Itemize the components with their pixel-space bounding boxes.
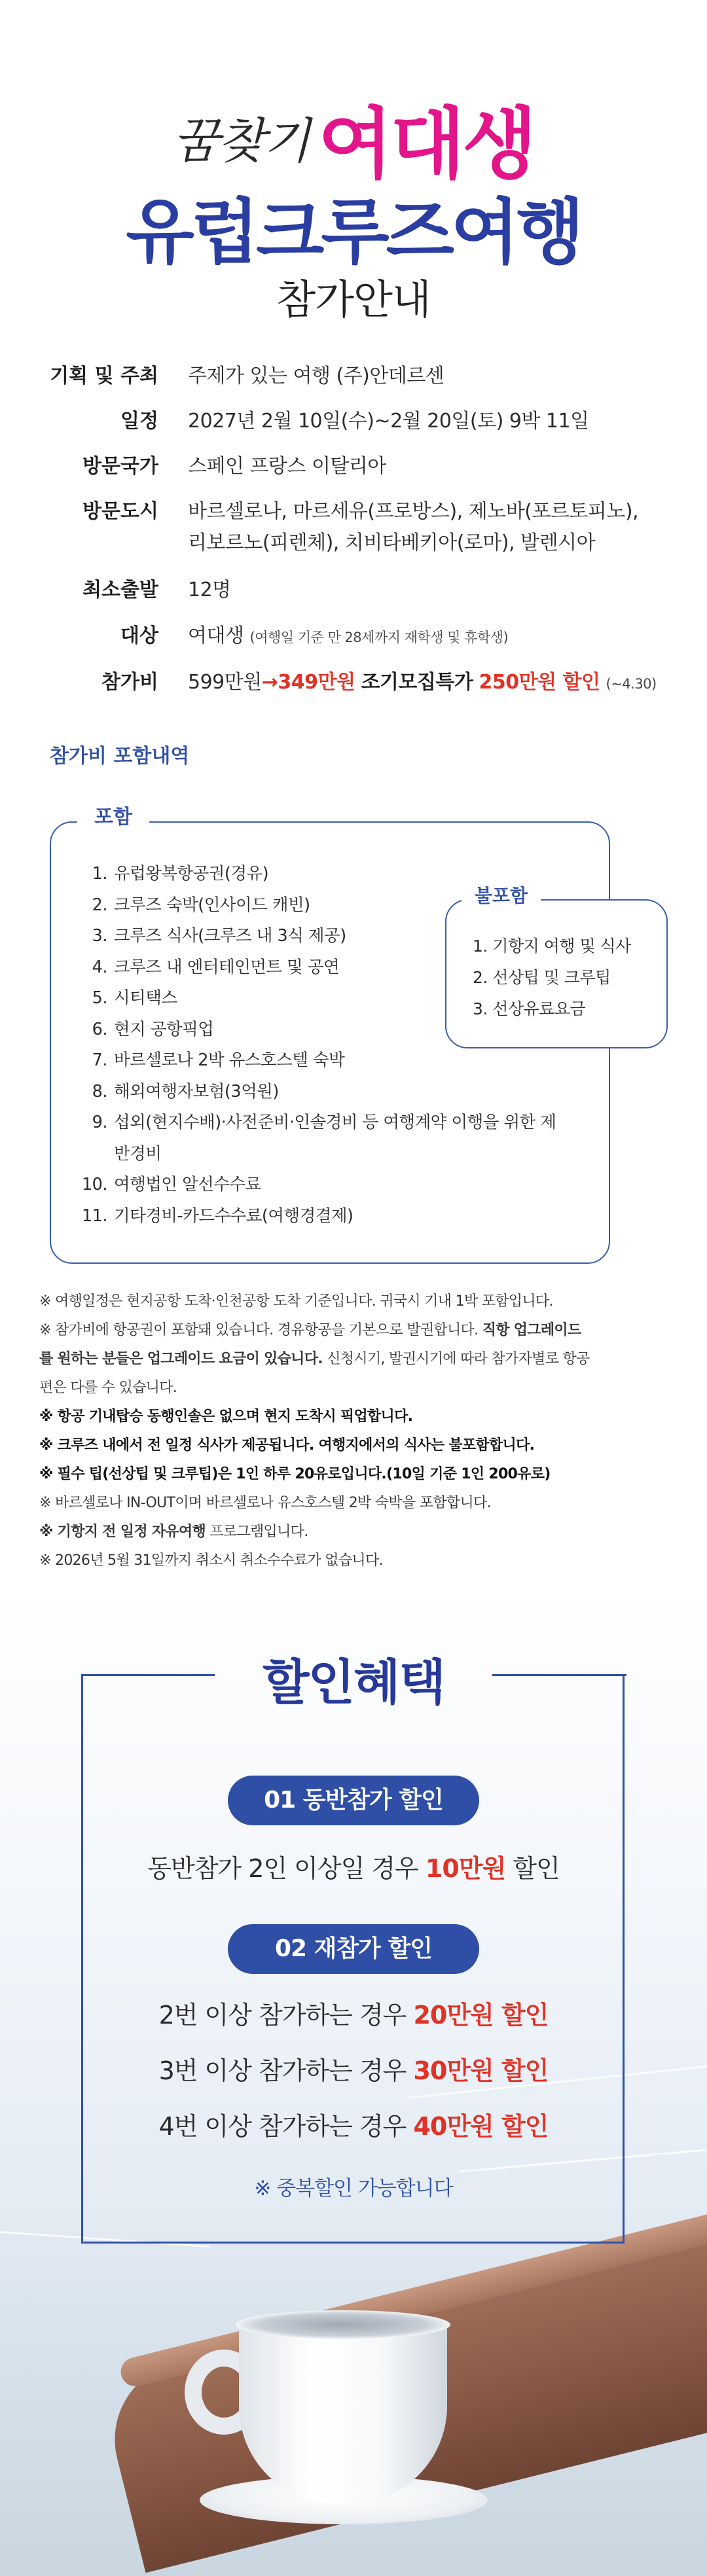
info-value: 스페인 프랑스 이탈리아 — [188, 455, 386, 478]
discount-amount: 40만원 할인 — [413, 2112, 549, 2141]
note-line: ※ 2026년 5월 31일까지 취소시 취소수수료가 없습니다. — [39, 1552, 383, 1569]
hero-subtitle: 참가안내 — [276, 276, 431, 323]
item-number: 9. — [92, 1113, 107, 1132]
discount-line-companion — [0, 1848, 707, 1884]
included-section-title: 참가비 포함내역 — [50, 745, 190, 768]
list-item — [69, 1045, 567, 1077]
info-label: 기획 및 주최 — [50, 365, 158, 387]
info-value — [188, 496, 685, 559]
discount-text: 4번 이상 참가하는 경우 — [158, 2112, 407, 2141]
item-text: 현지 공항픽업 — [114, 1019, 214, 1039]
list-item — [69, 1170, 567, 1201]
note-line: 편은 다를 수 있습니다. — [39, 1380, 177, 1396]
item-number: 4. — [92, 957, 107, 977]
discount-amount: 10만원 — [425, 1854, 506, 1883]
info-value — [188, 620, 685, 653]
discount-text: 동반참가 2인 이상일 경우 — [147, 1854, 418, 1883]
item-number: 11. — [81, 1206, 107, 1226]
discount-text: 2번 이상 참가하는 경우 — [158, 2001, 407, 2030]
item-text: 해외여행자보험(3억원) — [114, 1081, 279, 1101]
note-text: ※ 참가비에 항공권이 포함돼 있습니다. 경유항공을 기본으로 발권합니다. — [39, 1322, 479, 1338]
note-line: ※ 항공 기내탑승 동행인솔은 없으며 현지 도착시 픽업합니다. — [39, 1408, 413, 1425]
list-item: 2. 선상팁 및 크루팁 — [473, 968, 611, 987]
info-value: 2027년 2월 10일(수)~2월 20일(토) 9박 11일 — [188, 410, 589, 433]
note-line — [39, 1518, 668, 1547]
discount-pill-companion: 01 동반참가 할인 — [228, 1776, 479, 1825]
discount-amount: 250만원 할인 — [479, 671, 600, 694]
target-note: (여행일 기준 만 28세까지 재학생 및 휴학생) — [249, 630, 509, 645]
note-line: ※ 바르셀로나 IN-OUT이며 바르셀로나 유스호스텔 2박 숙박을 포함합니다. — [39, 1495, 491, 1511]
item-number: 3. — [92, 926, 107, 946]
discount-amount: 30만원 할인 — [413, 2056, 549, 2085]
promo-label: 조기모집특가 — [361, 671, 473, 694]
hero-highlight-text: 여대생 — [318, 99, 535, 189]
note-bold: 를 원하는 분들은 업그레이드 요금이 있습니다. — [39, 1351, 323, 1367]
note-line — [39, 1316, 668, 1345]
discount-pill-repeat: 02 재참가 할인 — [228, 1924, 479, 1974]
info-label: 방문국가 — [82, 455, 158, 478]
info-value: 주제가 있는 여행 (주)안데르센 — [188, 365, 444, 387]
hero-header — [0, 0, 707, 340]
item-text: 기타경비-카드수수료(여행경결제) — [114, 1206, 354, 1226]
discount-title: 할인혜택 — [263, 1655, 444, 1711]
item-text: 유럽왕복항공권(경유) — [114, 864, 269, 884]
list-item: 1. 기항지 여행 및 식사 — [473, 937, 631, 956]
note-line: ※ 크루즈 내에서 전 일정 식사가 제공됩니다. 여행지에서의 식사는 불포함합니다. — [39, 1437, 535, 1454]
excluded-box-label: 불포함 — [462, 881, 541, 911]
price-new: 349만원 — [278, 671, 355, 694]
item-text: 바르셀로나 2박 유스호스텔 숙박 — [114, 1050, 345, 1070]
info-label: 방문도시 — [82, 500, 158, 523]
item-number: 2. — [92, 895, 107, 915]
arrow-icon: → — [261, 671, 278, 694]
item-text: 여행법인 알선수수료 — [114, 1175, 261, 1194]
discount-amount: 20만원 할인 — [413, 2001, 549, 2030]
info-label: 대상 — [120, 624, 158, 647]
cup-rim-illustration — [236, 2310, 450, 2339]
price-old: 599만원 — [188, 671, 262, 694]
discount-line-repeat — [0, 1995, 707, 2031]
note-line: ※ 필수 팁(선상팁 및 크루팁)은 1인 하루 20유로입니다.(10일 기준 1인 200유로) — [39, 1466, 551, 1482]
item-number: 6. — [92, 1019, 107, 1039]
discount-text: 할인 — [513, 1854, 560, 1883]
discount-text: 3번 이상 참가하는 경우 — [158, 2056, 407, 2085]
info-label: 참가비 — [101, 671, 158, 694]
item-text: 크루즈 숙박(인사이드 캐빈) — [114, 895, 310, 915]
list-item — [69, 1077, 567, 1108]
item-text: 섭외(현지수배)·사전준비·인솔경비 등 여행계약 이행을 위한 제반경비 — [114, 1113, 556, 1164]
info-label: 일정 — [120, 410, 158, 433]
cup-illustration — [239, 2322, 447, 2504]
included-box-label: 포함 — [77, 801, 149, 834]
note-bold: ※ 기항지 전 일정 자유여행 — [39, 1524, 206, 1540]
info-value: 12명 — [188, 579, 231, 601]
discount-line-repeat — [0, 2106, 707, 2142]
target-value: 여대생 — [188, 624, 244, 647]
discount-line-repeat — [0, 2050, 707, 2086]
note-text: 프로그램입니다. — [206, 1524, 308, 1540]
discount-note: ※ 중복할인 가능합니다 — [254, 2177, 453, 2200]
item-number: 10. — [81, 1175, 107, 1194]
item-number: 1. — [92, 864, 107, 884]
item-number: 7. — [92, 1050, 107, 1070]
hero-script-text: 꿈찾기 — [172, 113, 310, 170]
item-number: 5. — [92, 988, 107, 1008]
cities-line2: 리보르노(피렌체), 치비타베키아(로마), 발렌시아 — [188, 531, 596, 554]
item-text: 크루즈 식사(크루즈 내 3식 제공) — [114, 926, 346, 946]
info-value — [188, 667, 685, 700]
notes-block — [39, 1287, 668, 1575]
list-item — [69, 1201, 567, 1232]
list-item — [69, 1107, 567, 1170]
hero-title-line2: 유럽크루즈여행 — [126, 192, 581, 274]
item-number: 8. — [92, 1081, 107, 1101]
note-line: ※ 여행일정은 현지공항 도착·인천공항 도착 기준입니다. 귀국시 기내 1박 포함입니다. — [39, 1293, 553, 1310]
note-line — [39, 1345, 668, 1374]
info-label: 최소출발 — [82, 579, 158, 601]
note-bold: 직항 업그레이드 — [482, 1322, 581, 1338]
note-text: 신청시기, 발권시기에 따라 참가자별로 항공 — [322, 1351, 590, 1367]
cities-line1: 바르셀로나, 마르세유(프로방스), 제노바(포르토피노), — [188, 500, 639, 523]
deadline-note: (~4.30) — [606, 676, 657, 692]
item-text: 크루즈 내 엔터테인먼트 및 공연 — [114, 957, 340, 977]
item-text: 시티택스 — [114, 988, 177, 1008]
excluded-list — [473, 931, 662, 1025]
list-item: 3. 선상유료요금 — [473, 999, 586, 1018]
